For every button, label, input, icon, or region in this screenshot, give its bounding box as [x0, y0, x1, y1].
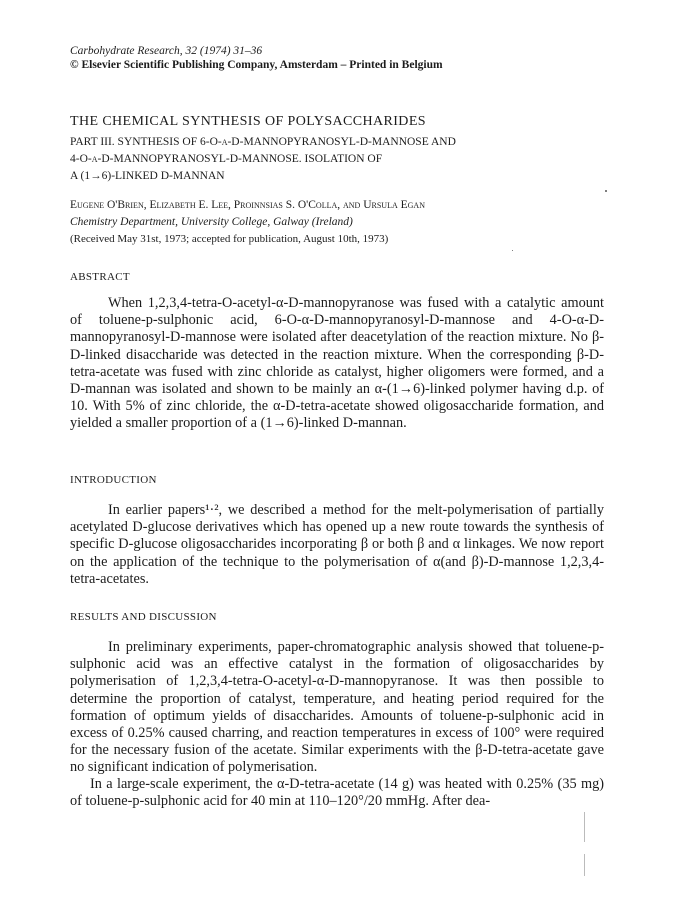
results-heading: RESULTS AND DISCUSSION: [70, 611, 217, 623]
scan-hairline: [584, 854, 585, 876]
abstract-paragraph: [70, 295, 604, 433]
results-paragraph-2: [70, 776, 604, 810]
copyright-line: © Elsevier Scientific Publishing Company, Amsterdam – Printed in Belgium: [70, 59, 443, 71]
author-list: Eugene O'Brien, Elizabeth E. Lee, Proinnsias S. O'Colla, and Ursula Egan: [70, 199, 425, 211]
scan-hairline: [584, 812, 585, 842]
results-paragraph-1: [70, 639, 604, 777]
abstract-text: When 1,2,3,4-tetra-O-acetyl-α-D-mannopyranose was fused with a catalytic amount of toluene-p-sulphonic acid, 6-O-α-D-mannopyranosyl-D-mannose and 4-O-α-D-mannopyranosyl-D-mannose were isolated after deacetylation of the reaction mixture. No β-D-linked disaccharide was detected in the reaction mixture. When the corresponding β-D-tetra-acetate was fused with zinc chloride as catalyst, higher oligomers were formed, and a D-mannan was isolated and shown to be mainly an α-(1→6)-linked polymer having d.p. of 10. With 5% of zinc chloride, the α-D-tetra-acetate showed oligosaccharide formation, and yielded a smaller proportion of a (1→6)-linked D-mannan.: [70, 295, 604, 432]
scan-speck: [605, 190, 607, 192]
subtitle-line-3: A (1→6)-LINKED D-MANNAN: [70, 170, 225, 182]
journal-header: [70, 44, 443, 72]
abstract-heading: ABSTRACT: [70, 271, 130, 283]
introduction-text: In earlier papers¹·², we described a method for the melt-polymerisation of partially acetylated D-glucose derivatives which has opened up a new route towards the synthesis of specific D-glucose oligosaccharides incorporating β or both β and α linkages. We now report on the application of the technique to the polymerisation of α(and β)-D-mannose 1,2,3,4-tetra-acetates.: [70, 502, 604, 587]
subtitle-line-2: 4-O-α-D-MANNOPYRANOSYL-D-MANNOSE. ISOLATION OF: [70, 153, 383, 165]
results-text-2: In a large-scale experiment, the α-D-tetra-acetate (14 g) was heated with 0.25% (35 mg) of toluene-p-sulphonic acid for 40 min at 110–120°/20 mmHg. After dea-: [70, 776, 604, 810]
results-text-1: In preliminary experiments, paper-chromatographic analysis showed that toluene-p-sulphonic acid was an effective catalyst in the formation of oligosaccharides by polymerisation of 1,2,3,4-tetra-O-acetyl-α-D-mannopyranose. It was then possible to determine the proportion of catalyst, temperature, and heating period required for the formation of optimum yields of disaccharides. Amounts of toluene-p-sulphonic acid in excess of 0.25% caused charring, and reaction temperatures in excess of 100° were required for the necessary fusion of the acetate. Similar experiments with the β-D-tetra-acetate gave no significant indication of polymerisation.: [70, 639, 604, 776]
scan-speck: [512, 250, 513, 251]
journal-reference: Carbohydrate Research, 32 (1974) 31–36: [70, 45, 263, 57]
introduction-paragraph: [70, 502, 604, 588]
article-subtitle: [70, 134, 590, 185]
subtitle-line-1: PART III. SYNTHESIS OF 6-O-α-D-MANNOPYRANOSYL-D-MANNOSE AND: [70, 136, 456, 148]
article-title: THE CHEMICAL SYNTHESIS OF POLYSACCHARIDES: [70, 114, 426, 129]
affiliation: Chemistry Department, University College, Galway (Ireland): [70, 216, 353, 228]
received-dates: (Received May 31st, 1973; accepted for publication, August 10th, 1973): [70, 233, 389, 245]
introduction-heading: INTRODUCTION: [70, 474, 157, 486]
